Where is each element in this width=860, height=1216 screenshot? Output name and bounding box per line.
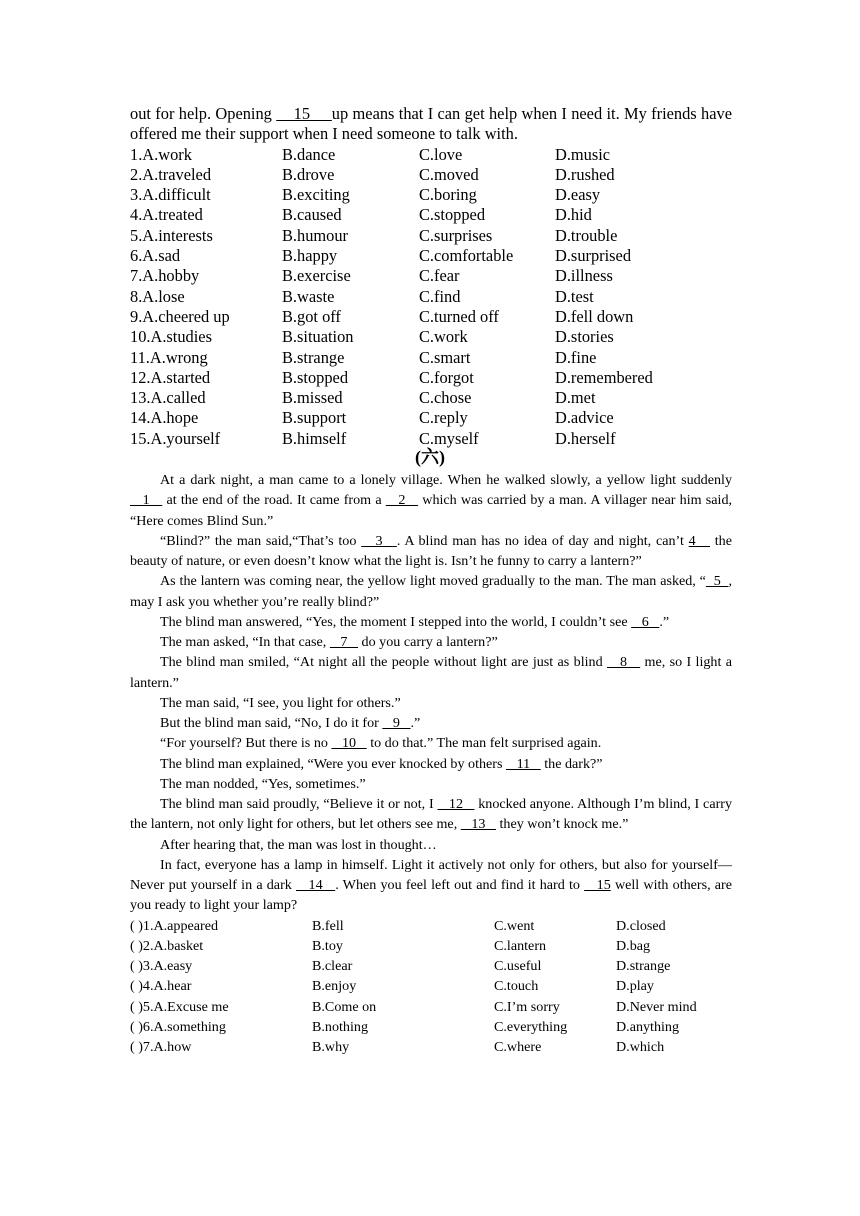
option-row: [130, 226, 732, 246]
text-segment: at the end of the road. It came from a: [162, 492, 386, 509]
text-segment: The blind man smiled, “At night all the people without light are just as blind: [160, 654, 607, 671]
option-row: [130, 408, 732, 428]
option-row: [130, 348, 732, 368]
passage-1-options: [130, 145, 732, 449]
option-cell: C.work: [419, 327, 468, 347]
option-cell: B.enjoy: [312, 978, 357, 995]
option-cell: B.support: [282, 408, 347, 428]
paragraph: [130, 652, 732, 693]
text-segment: to do that.” The man felt surprised again.: [366, 735, 602, 752]
blank: 10: [331, 735, 367, 752]
option-cell: D.closed: [616, 917, 666, 934]
option-cell: D.stories: [555, 327, 614, 347]
passage-2-options: [130, 916, 732, 1058]
option-cell: 10.A.studies: [130, 327, 212, 347]
blank: 2: [385, 492, 419, 509]
option-cell: D.illness: [555, 266, 613, 286]
option-row: [130, 307, 732, 327]
text-segment: . When you feel left out and find it hard to: [335, 877, 585, 893]
paragraph: [130, 794, 732, 835]
option-cell: 12.A.started: [130, 367, 211, 387]
option-cell: B.exercise: [282, 266, 351, 286]
paragraph: [130, 632, 732, 652]
blank: 7: [329, 634, 359, 650]
text-segment: well with others, are you ready to light your lamp?: [130, 877, 732, 914]
option-cell: D.music: [555, 144, 611, 164]
option-cell: 1.A.work: [130, 144, 192, 164]
option-cell: D.strange: [616, 958, 671, 974]
passage-1: [130, 104, 732, 449]
blank: 8: [606, 654, 641, 671]
option-cell: D.trouble: [555, 225, 618, 245]
option-cell: D.rushed: [555, 164, 615, 184]
text-segment: But the blind man said, “No, I do it for: [160, 715, 383, 731]
option-cell: C.touch: [494, 978, 539, 995]
blank: 1: [130, 492, 163, 509]
option-cell: D.which: [616, 1039, 665, 1055]
option-row: [130, 165, 732, 185]
option-cell: C.I’m sorry: [494, 998, 560, 1015]
option-cell: B.strange: [282, 347, 345, 367]
paragraph: [130, 754, 732, 774]
option-cell: 7.A.hobby: [130, 266, 200, 286]
option-cell: D.remembered: [555, 367, 653, 387]
option-cell: B.drove: [282, 164, 335, 184]
section-title: (六): [415, 447, 445, 467]
paragraph: [130, 571, 732, 612]
option-cell: B.fell: [312, 917, 344, 934]
option-row: [130, 916, 732, 936]
option-cell: B.exciting: [282, 185, 350, 205]
option-cell: 4.A.treated: [130, 205, 203, 225]
option-cell: ( )3.A.easy: [130, 958, 193, 974]
option-cell: C.comfortable: [419, 246, 514, 266]
text-segment: knocked anyone. Although I’m blind, I carry the lantern, not only light for others, but let others see me,: [130, 796, 733, 833]
paragraph: [130, 470, 732, 531]
text-segment: “Blind?” the man said,“That’s too: [160, 532, 362, 549]
text-segment: The man asked, “In that case,: [160, 634, 330, 650]
text-segment: The man nodded, “Yes, sometimes.”: [160, 775, 366, 792]
paragraph: [130, 733, 732, 753]
text-segment: . A blind man has no idea of day and night, can’t: [396, 532, 689, 549]
option-row: [130, 956, 732, 976]
option-cell: 11.A.wrong: [130, 347, 208, 367]
option-cell: D.fine: [555, 347, 597, 367]
option-row: [130, 368, 732, 388]
passage-1-line1-before: out for help. Opening: [130, 104, 272, 123]
blank: 11: [506, 755, 541, 772]
option-cell: C.forgot: [419, 367, 474, 387]
paragraph: [130, 855, 732, 916]
option-cell: B.toy: [312, 937, 343, 954]
option-cell: D.hid: [555, 205, 592, 225]
option-row: [130, 145, 732, 165]
option-cell: C.turned off: [419, 306, 499, 326]
text-segment: As the lantern was coming near, the yellow light moved gradually to the man. The man asked, “: [160, 573, 706, 590]
option-cell: B.missed: [282, 388, 343, 408]
blank: 14: [296, 877, 336, 893]
option-cell: C.useful: [494, 958, 542, 974]
option-cell: C.boring: [419, 185, 477, 205]
paragraph: [130, 612, 732, 632]
option-cell: C.chose: [419, 388, 472, 408]
option-cell: B.clear: [312, 958, 353, 974]
passage-2-paragraphs: [130, 470, 732, 916]
blank: 3: [361, 532, 397, 549]
option-cell: B.himself: [282, 428, 347, 448]
option-cell: C.lantern: [494, 937, 547, 954]
option-cell: B.why: [312, 1039, 350, 1055]
option-cell: B.stopped: [282, 367, 349, 387]
option-cell: 3.A.difficult: [130, 185, 211, 205]
blank: 13: [460, 816, 496, 833]
option-cell: 2.A.traveled: [130, 164, 212, 184]
option-cell: B.caused: [282, 205, 342, 225]
option-cell: C.everything: [494, 1018, 568, 1035]
option-cell: B.situation: [282, 327, 354, 347]
text-segment: the beauty of nature, or even doesn’t know what the light is. Isn’t he funny to carry a lantern?”: [130, 532, 732, 569]
option-cell: ( )5.A.Excuse me: [130, 998, 229, 1015]
text-segment: me, so I light a lantern.”: [130, 654, 732, 691]
option-cell: 8.A.lose: [130, 286, 185, 306]
option-cell: D.advice: [555, 408, 614, 428]
text-segment: .”: [659, 613, 670, 630]
option-cell: C.reply: [419, 408, 468, 428]
option-cell: ( )6.A.something: [130, 1018, 226, 1035]
blank: 9: [382, 715, 411, 731]
option-cell: D.met: [555, 388, 596, 408]
option-cell: D.anything: [616, 1018, 680, 1035]
text-segment: “For yourself? But there is no: [160, 735, 332, 752]
option-cell: B.dance: [282, 144, 336, 164]
option-row: [130, 287, 732, 307]
blank: 6: [631, 613, 660, 630]
option-cell: D.play: [616, 978, 654, 995]
option-cell: C.smart: [419, 347, 471, 367]
option-cell: C.fear: [419, 266, 460, 286]
option-row: [130, 936, 732, 956]
option-cell: C.stopped: [419, 205, 486, 225]
text-segment: .”: [410, 715, 421, 731]
option-cell: D.fell down: [555, 306, 634, 326]
option-cell: B.nothing: [312, 1018, 368, 1035]
option-row: [130, 205, 732, 225]
option-cell: C.love: [419, 144, 463, 164]
passage-1-line1-after: up means that I can get help when I need it. My friends have offered me their support when I need someone to talk with.: [130, 104, 732, 144]
option-row: [130, 246, 732, 266]
text-segment: the dark?”: [540, 755, 603, 772]
text-segment: they won’t knock me.”: [495, 816, 629, 833]
paragraph: [130, 693, 732, 713]
text-segment: The blind man said proudly, “Believe it or not, I: [160, 796, 438, 812]
text-segment: The blind man explained, “Were you ever knocked by others: [160, 755, 506, 772]
option-cell: 9.A.cheered up: [130, 306, 230, 326]
option-cell: D.test: [555, 286, 594, 306]
option-cell: B.happy: [282, 246, 338, 266]
text-segment: do you carry a lantern?”: [358, 634, 498, 650]
option-row: [130, 327, 732, 347]
option-cell: 14.A.hope: [130, 408, 199, 428]
paragraph: [130, 713, 732, 733]
option-cell: 15.A.yourself: [130, 428, 221, 448]
option-cell: ( )1.A.appeared: [130, 917, 219, 934]
option-cell: C.surprises: [419, 225, 493, 245]
option-cell: D.easy: [555, 185, 601, 205]
option-cell: 13.A.called: [130, 388, 206, 408]
option-cell: C.went: [494, 917, 535, 934]
passage-2: [130, 470, 732, 1057]
text-segment: The man said, “I see, you light for others.”: [160, 694, 401, 711]
blank: 15: [584, 877, 611, 893]
option-cell: C.where: [494, 1039, 542, 1055]
blank: 4: [688, 532, 710, 549]
option-cell: D.bag: [616, 937, 651, 954]
option-cell: C.find: [419, 286, 461, 306]
option-row: [130, 266, 732, 286]
text-segment: At a dark night, a man came to a lonely village. When he walked slowly, a yellow light suddenly: [160, 472, 732, 488]
text-segment: which was carried by a man. A villager near him said, “Here comes Blind Sun.”: [130, 492, 733, 529]
blank: 5: [705, 573, 729, 590]
option-cell: D.herself: [555, 428, 616, 448]
option-cell: ( )2.A.basket: [130, 937, 204, 954]
option-cell: ( )7.A.how: [130, 1039, 192, 1055]
text-segment: In fact, everyone has a lamp in himself. Light it actively not only for others, but also for yourself—Never put yourself in a dark: [130, 856, 732, 893]
text-segment: The blind man answered, “Yes, the moment I stepped into the world, I couldn’t see: [160, 613, 632, 630]
option-cell: ( )4.A.hear: [130, 978, 192, 995]
passage-1-text: [130, 104, 732, 145]
option-cell: 6.A.sad: [130, 246, 181, 266]
paragraph: [130, 531, 732, 572]
option-cell: B.Come on: [312, 998, 377, 1015]
paragraph: [130, 835, 732, 855]
paragraph: [130, 774, 732, 794]
option-row: [130, 1037, 732, 1057]
option-cell: B.got off: [282, 306, 341, 326]
option-row: [130, 185, 732, 205]
option-row: [130, 1017, 732, 1037]
option-cell: B.humour: [282, 225, 349, 245]
option-cell: D.surprised: [555, 246, 632, 266]
text-segment: After hearing that, the man was lost in thought…: [160, 836, 437, 853]
blank-15: 15: [276, 104, 332, 123]
text-segment: , may I ask you whether you’re really blind?”: [130, 573, 733, 610]
blank: 12: [437, 796, 475, 812]
option-cell: 5.A.interests: [130, 225, 213, 245]
option-row: [130, 976, 732, 996]
option-cell: C.myself: [419, 428, 479, 448]
option-cell: D.Never mind: [616, 998, 697, 1015]
option-cell: B.waste: [282, 286, 335, 306]
option-row: [130, 388, 732, 408]
option-row: [130, 997, 732, 1017]
option-cell: C.moved: [419, 164, 479, 184]
